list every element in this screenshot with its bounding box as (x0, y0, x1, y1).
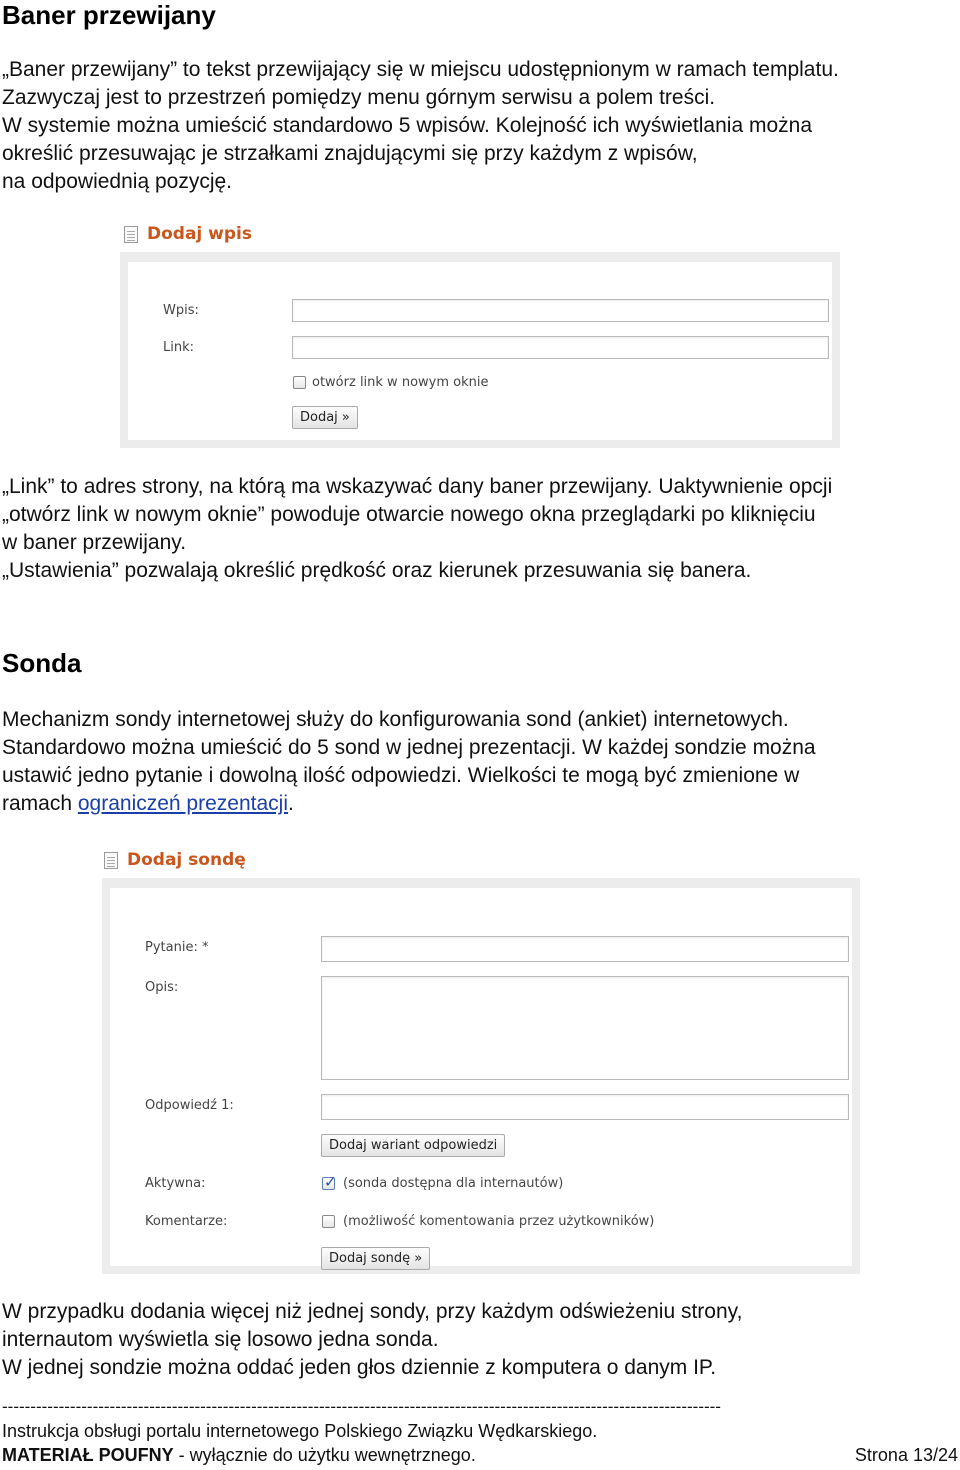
paragraph-line: w baner przewijany. (2, 531, 187, 554)
paragraph-line (2, 790, 957, 818)
add-entry-button[interactable]: Dodaj » (292, 406, 358, 429)
entry-label: Wpis: (163, 303, 199, 318)
checkmark-icon: ✓ (324, 1173, 337, 1191)
comments-label: Komentarze: (145, 1214, 228, 1229)
question-input[interactable] (321, 936, 849, 962)
footer-separator: ------------------------------------------------------------------------------------------------------------------------------- (2, 1397, 721, 1416)
add-poll-screenshot (102, 846, 860, 1274)
sonda-outro-paragraph (2, 1298, 957, 1382)
add-entry-form (120, 252, 840, 448)
link-label: Link: (163, 340, 195, 355)
section-heading-sonda: Sonda (2, 648, 82, 678)
confidential-label: MATERIAŁ POUFNY (2, 1445, 174, 1465)
add-poll-form (102, 878, 860, 1274)
active-option[interactable] (322, 1173, 564, 1191)
add-poll-title: Dodaj sondę (104, 850, 246, 870)
confidential-rest: - wyłącznie do użytku wewnętrznego. (173, 1445, 476, 1465)
open-new-window-label: otwórz link w nowym oknie (312, 375, 489, 390)
active-checkbox[interactable] (322, 1173, 337, 1191)
line-suffix: . (287, 792, 294, 815)
question-label: Pytanie: * (145, 940, 209, 955)
document-icon (124, 226, 138, 243)
footer-confidential-note (2, 1445, 476, 1466)
comments-checkbox[interactable] (322, 1215, 335, 1228)
footer-document-title: Instrukcja obsługi portalu internetowego Polskiego Związku Wędkarskiego. (2, 1421, 598, 1441)
section-heading-baner: Baner przewijany (2, 0, 216, 30)
paragraph-line: W przypadku dodania więcej niż jednej sondy, przy każdym odświeżeniu strony, (2, 1300, 743, 1323)
paragraph-line: W jednej sondzie można oddać jeden głos dziennie z komputera o danym IP. (2, 1356, 717, 1379)
add-entry-screenshot (120, 222, 840, 448)
answer-1-label: Odpowiedź 1: (145, 1098, 234, 1113)
active-label: Aktywna: (145, 1176, 206, 1191)
paragraph-line: Mechanizm sondy internetowej służy do konfigurowania sond (ankiet) internetowych. (2, 708, 789, 731)
paragraph-line: „Link” to adres strony, na którą ma wskazywać dany baner przewijany. Uaktywnienie opcji (2, 475, 833, 498)
link-input[interactable] (292, 336, 829, 359)
description-textarea[interactable] (321, 976, 849, 1080)
paragraph-line: Zazwyczaj jest to przestrzeń pomiędzy menu górnym serwisu a polem treści. (2, 86, 716, 109)
page-number: Strona 13/24 (854, 1445, 958, 1465)
add-poll-button[interactable]: Dodaj sondę » (321, 1247, 430, 1270)
sonda-intro-paragraph (2, 706, 957, 818)
baner-description-paragraph (2, 473, 957, 585)
paragraph-line: ustawić jedno pytanie i dowolną ilość odpowiedzi. Wielkości te mogą być zmienione w (2, 764, 800, 787)
entry-input[interactable] (292, 299, 829, 322)
add-answer-variant-button[interactable]: Dodaj wariant odpowiedzi (321, 1134, 505, 1157)
paragraph-line: na odpowiednią pozycję. (2, 170, 232, 193)
document-icon (104, 852, 118, 869)
comments-checkbox-label: (możliwość komentowania przez użytkowników) (343, 1214, 655, 1229)
answer-1-input[interactable] (321, 1094, 849, 1120)
active-checkbox-label: (sonda dostępna dla internautów) (343, 1176, 564, 1191)
baner-intro-paragraph (2, 56, 957, 196)
paragraph-line: „Ustawienia” pozwalają określić prędkość oraz kierunek przesuwania się banera. (2, 559, 752, 582)
presentation-limits-link[interactable]: ograniczeń prezentacji (77, 792, 288, 815)
paragraph-line: „Baner przewijany” to tekst przewijający się w miejscu udostępnionym w ramach templatu. (2, 58, 839, 81)
open-new-window-option[interactable] (293, 375, 488, 390)
comments-option[interactable] (322, 1214, 654, 1229)
line-prefix: ramach (2, 792, 78, 815)
paragraph-line: Standardowo można umieścić do 5 sond w jednej prezentacji. W każdej sondzie można (2, 736, 816, 759)
description-label: Opis: (145, 980, 179, 995)
add-entry-title: Dodaj wpis (124, 224, 252, 244)
paragraph-line: określić przesuwając je strzałkami znajdującymi się przy każdym z wpisów, (2, 142, 698, 165)
open-new-window-checkbox[interactable] (293, 376, 306, 389)
paragraph-line: W systemie można umieścić standardowo 5 wpisów. Kolejność ich wyświetlania można (2, 114, 812, 137)
paragraph-line: „otwórz link w nowym oknie” powoduje otwarcie nowego okna przeglądarki po kliknięciu (2, 503, 816, 526)
paragraph-line: internautom wyświetla się losowo jedna sonda. (2, 1328, 439, 1351)
